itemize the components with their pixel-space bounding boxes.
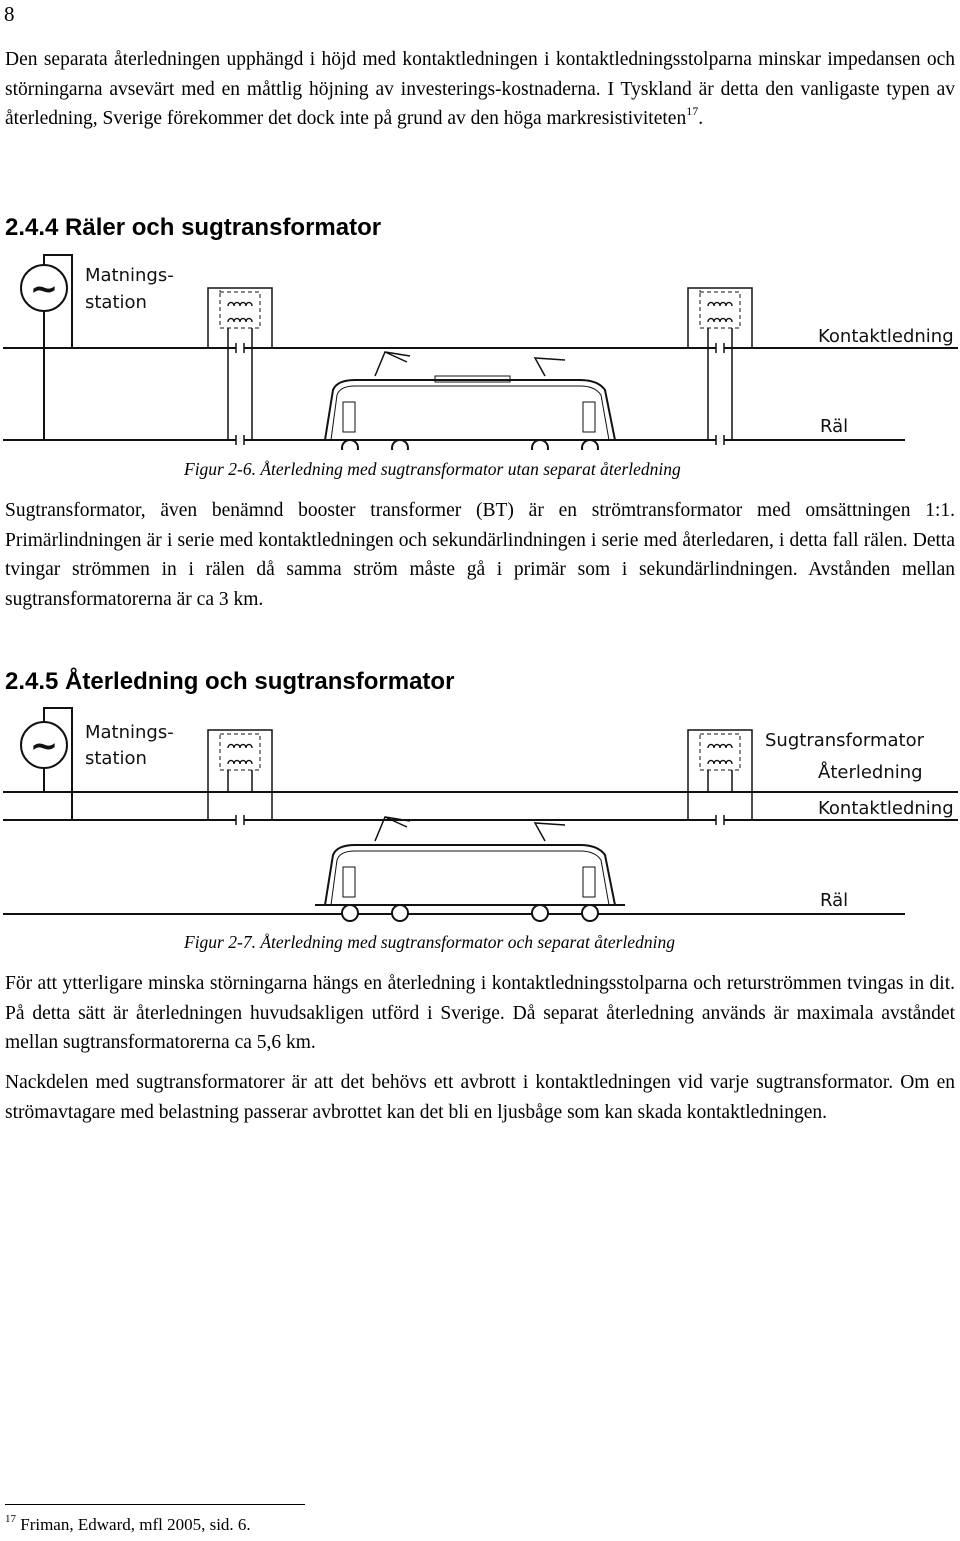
locomotive	[315, 817, 625, 921]
contact-wire-label: Kontaktledning	[818, 798, 954, 819]
station-label-line1: Matnings-	[85, 265, 174, 286]
footnote	[5, 1515, 251, 1535]
figure-2-6-diagram	[0, 250, 960, 450]
footnote-marker: 17	[5, 1513, 16, 1525]
paragraph-text: Den separata återledningen upphängd i höjd med kontaktledningen i kontaktledningsstolparna minskar impedansen och störningarna avsevärt med en måttlig höjning av investerings-kostnaderna. I Tyskland är detta den vanligaste typen av återledning, Sverige förekommer det dock inte på grund av den höga markresistiviteten	[5, 49, 955, 129]
page-number: 8	[4, 2, 15, 26]
station-label-line2: station	[85, 292, 147, 313]
paragraph-end: .	[698, 108, 704, 129]
figure-2-6-caption: Figur 2-6. Återledning med sugtransformator utan separat återledning	[184, 459, 681, 479]
booster-transformer-left	[208, 730, 272, 820]
section-heading-2-4-4: 2.4.4 Räler och sugtransformator	[5, 214, 382, 241]
paragraph-separate-return	[5, 45, 955, 134]
footnote-reference[interactable]: 17	[686, 104, 699, 118]
booster-transformer-right	[688, 730, 752, 820]
section-heading-2-4-5: 2.4.5 Återledning och sugtransformator	[5, 668, 455, 695]
feeding-station-symbol	[21, 708, 72, 820]
contact-wire-line	[3, 815, 958, 825]
footnote-divider	[5, 1504, 305, 1505]
rail-label: Räl	[820, 890, 849, 911]
source-tilde: ~	[29, 726, 59, 766]
station-label-line1: Matnings-	[85, 722, 174, 743]
source-tilde: ~	[29, 269, 59, 309]
booster-transformer-right	[688, 288, 752, 440]
figure-2-7-caption: Figur 2-7. Återledning med sugtransformator och separat återledning	[184, 932, 675, 952]
booster-transformer-left	[208, 288, 272, 440]
station-label-line2: station	[85, 748, 147, 769]
return-conductor-label: Återledning	[818, 762, 923, 783]
locomotive	[315, 352, 625, 450]
footnote-text: Friman, Edward, mfl 2005, sid. 6.	[20, 1515, 251, 1534]
contact-wire-line	[3, 343, 958, 353]
booster-transformer-label: Sugtransformator	[765, 730, 925, 751]
paragraph-disadvantage: Nackdelen med sugtransformatorer är att det behövs ett avbrott i kontaktledningen vid varje sugtransformator. Om en strömavtagare med belastning passerar avbrottet kan det bli en ljusbåge som kan skada kontaktledningen.	[5, 1072, 955, 1123]
paragraph-booster-transformer: Sugtransformator, även benämnd booster transformer (BT) är en strömtransformator med omsättningen 1:1. Primärlindningen är i serie med kontaktledningen och sekundärlindningen i serie med återledaren, i detta fall rälen. Detta tvingar strömmen in i rälen då samma ström måste gå i primär som i sekundärlindningen. Avstånden mellan sugtransformatorerna är ca 3 km.	[5, 500, 955, 610]
figure-2-7-diagram	[0, 700, 960, 925]
paragraph-separate-return-sweden: För att ytterligare minska störningarna hängs en återledning i kontaktledningsstolparna och returströmmen tvingas in dit. På detta sätt är återledningen huvudsakligen utförd i Sverige. Då separat återledning används är maximala avståndet mellan sugtransformatorerna ca 5,6 km.	[5, 973, 955, 1053]
contact-wire-label: Kontaktledning	[818, 326, 954, 347]
rail-label: Räl	[820, 416, 849, 437]
